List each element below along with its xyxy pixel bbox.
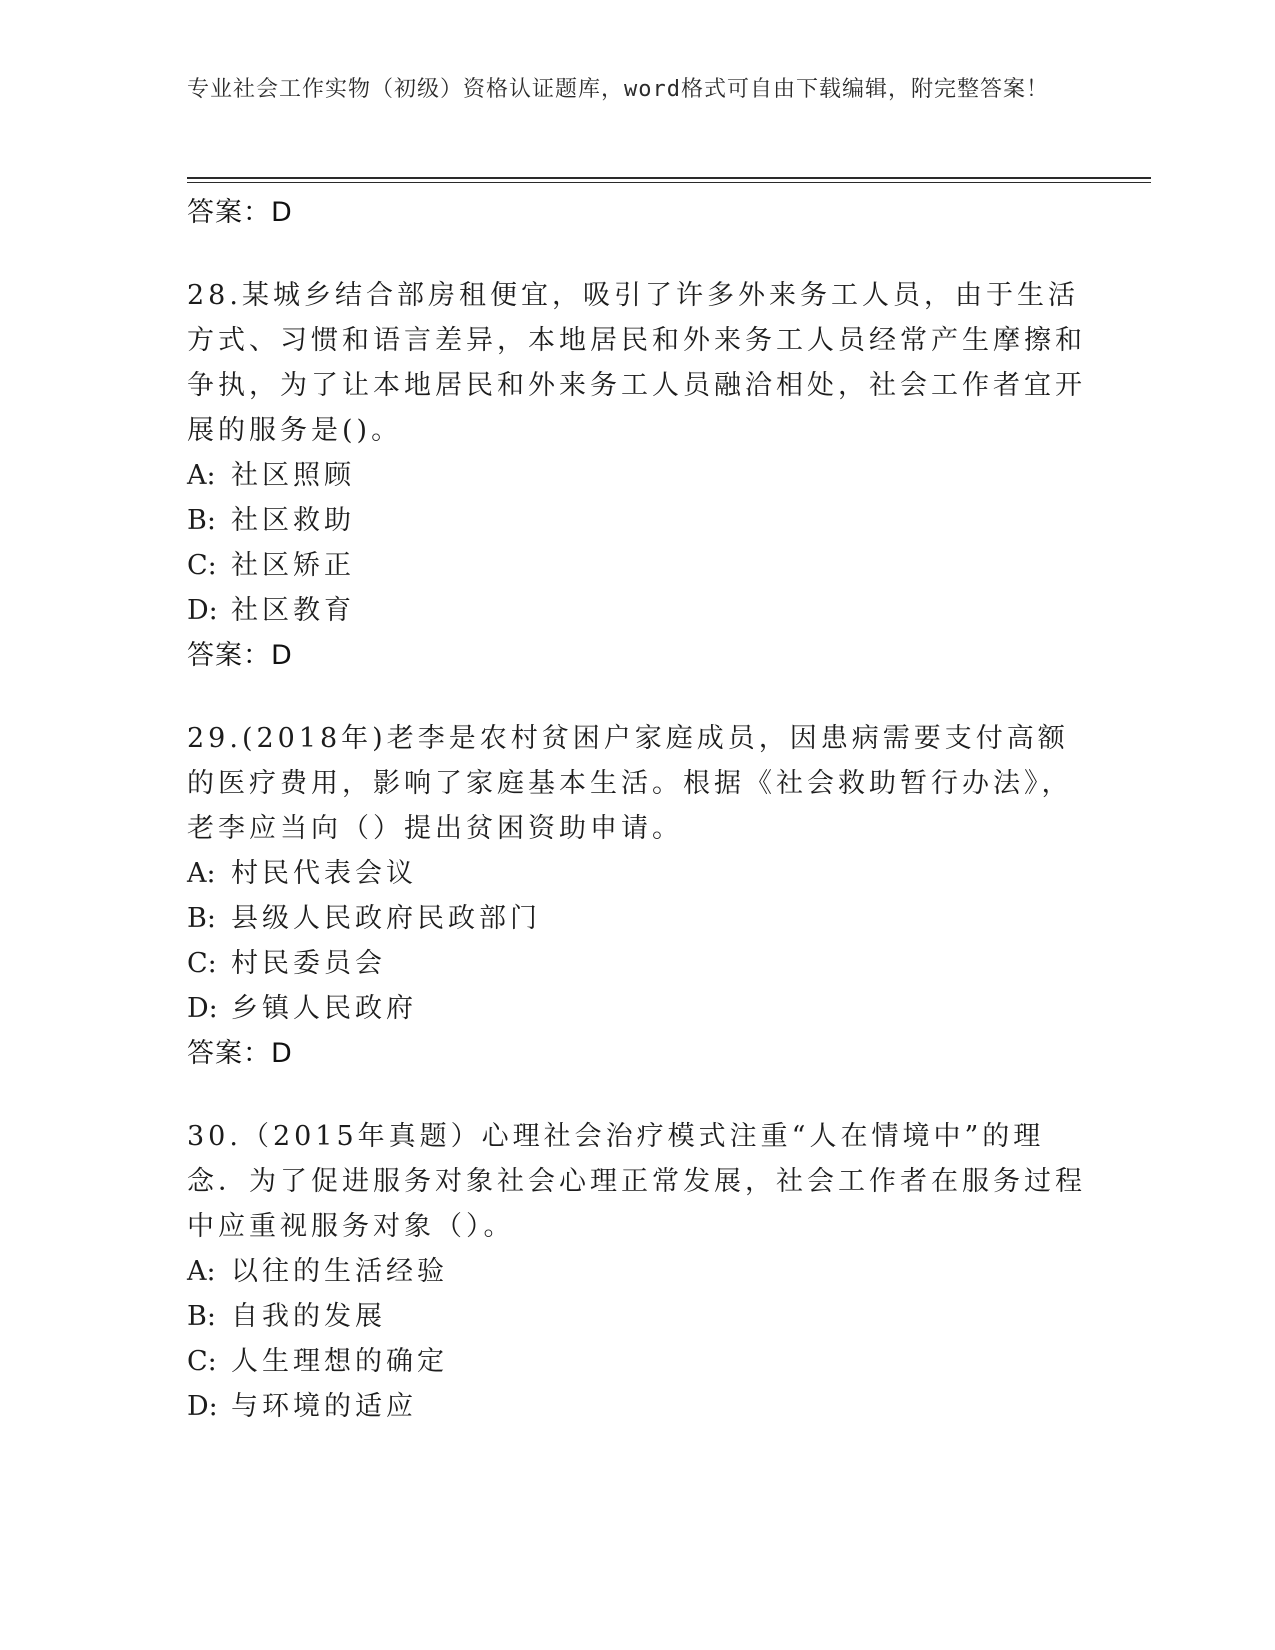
option-text: 县级人民政府民政部门 <box>231 903 541 934</box>
answer-line: 答案：D <box>187 1038 293 1069</box>
option-a <box>187 453 1087 498</box>
option-d <box>187 986 1087 1031</box>
option-text: 社区矫正 <box>231 550 355 581</box>
option-text: 村民委员会 <box>231 948 386 979</box>
option-letter: C: <box>187 1346 217 1377</box>
option-letter: B: <box>187 1301 216 1332</box>
option-letter: B: <box>187 505 216 536</box>
question-list <box>187 190 1087 1429</box>
option-d <box>187 1384 1087 1429</box>
option-a <box>187 851 1087 896</box>
question-text: 30.（2015年真题）心理社会治疗模式注重“人在情境中”的理念．为了促进服务对象社会心理正常发展，社会工作者在服务过程中应重视服务对象（）。 <box>187 1121 1086 1242</box>
option-letter: D: <box>187 993 218 1024</box>
question-30 <box>187 1114 1087 1429</box>
option-letter: A: <box>187 1256 216 1287</box>
option-a <box>187 1249 1087 1294</box>
option-letter: A: <box>187 460 216 491</box>
question-text: 28.某城乡结合部房租便宜，吸引了许多外来务工人员，由于生活方式、习惯和语言差异，本地居民和外来务工人员经常产生摩擦和争执，为了让本地居民和外来务工人员融洽相处，社会工作者宜开展的服务是()。 <box>187 280 1086 446</box>
option-text: 社区照顾 <box>231 460 355 491</box>
option-text: 乡镇人民政府 <box>231 993 417 1024</box>
option-letter: C: <box>187 550 217 581</box>
option-letter: B: <box>187 903 216 934</box>
answer-line: 答案：D <box>187 197 293 228</box>
option-c <box>187 941 1087 986</box>
option-b <box>187 896 1087 941</box>
option-b <box>187 498 1087 543</box>
option-text: 以往的生活经验 <box>231 1256 448 1287</box>
option-b <box>187 1294 1087 1339</box>
option-c <box>187 543 1087 588</box>
option-letter: A: <box>187 858 216 889</box>
option-d <box>187 588 1087 633</box>
option-text: 社区教育 <box>231 595 355 626</box>
header-divider <box>187 177 1151 183</box>
question-28 <box>187 273 1087 678</box>
option-text: 自我的发展 <box>231 1301 386 1332</box>
option-text: 村民代表会议 <box>231 858 417 889</box>
answer-line: 答案：D <box>187 640 293 671</box>
page-header-text: 专业社会工作实物（初级）资格认证题库，word格式可自由下载编辑，附完整答案！ <box>187 77 1049 102</box>
option-letter: D: <box>187 1391 218 1422</box>
option-letter: D: <box>187 595 218 626</box>
option-text: 人生理想的确定 <box>231 1346 448 1377</box>
question-29 <box>187 716 1087 1076</box>
option-c <box>187 1339 1087 1384</box>
option-text: 社区救助 <box>231 505 355 536</box>
option-letter: C: <box>187 948 217 979</box>
question-text: 29.(2018年)老李是农村贫困户家庭成员，因患病需要支付高额的医疗费用，影响了家庭基本生活。根据《社会救助暂行办法》，老李应当向（）提出贫困资助申请。 <box>187 723 1073 844</box>
option-text: 与环境的适应 <box>231 1391 417 1422</box>
